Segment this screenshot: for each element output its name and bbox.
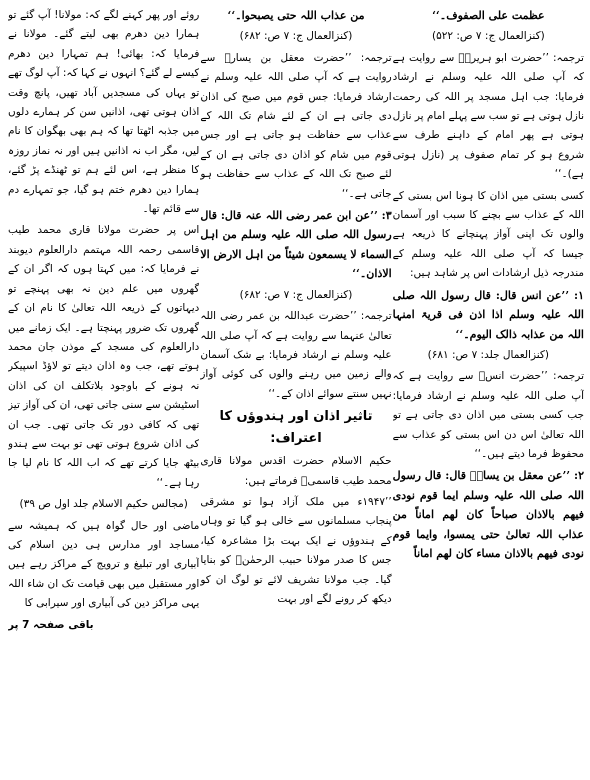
continued-on-page: باقی صفحہ 7 پر [8,618,94,631]
body-paragraph: کسی بستی میں اذان کا ہونا اس بستی کے اللہ کے عذاب سے بچنے کا سبب اور آسمان والوں تک اپنی آواز پہنچانے کا ذریعہ ہے جیسا کہ آپ صلی اللہ علیہ وسلم کے مندرجہ ذیل ارشادات اس پر شاہد ہیں: [392,189,584,280]
translation-paragraph: ترجمہ: ’’حضرت ابو ہریرہؓ سے روایت ہے کہ آپ صلی اللہ علیہ وسلم نے ارشاد فرمایا: جب اہل مسجد پر اللہ کی رحمت نازل ہوتی ہے تو سب سے پہلے امام پر نازل ہوتی ہے پھر امام کے داہنے طرف سے شروع ہو کر تمام صفوف پر (نازل ہوتی ہے)۔‘‘ [392,51,584,181]
body-paragraph: ماضی اور حال گواہ ہیں کہ ہمیشہ سے مساجد اور مدارس ہی دین اسلام کی آبیاری اور تبلیغ و ترویج کے مراکز رہے ہیں اور مستقبل میں بھی قیامت تک ان شاء اللہ یہی مراکز دین کی آبیاری اور سیرابی کا [8,519,200,610]
arabic-heading: عظمت علی الصفوف۔‘‘ [432,9,545,22]
citation: (کنزالعمال ج: ۷ ص: ۶۸۲) [239,30,353,43]
citation: (کنزالعمال جلد: ۷ ص: ۶۸۱) [427,348,550,361]
citation: (مجالس حکیم الاسلام جلد اول ص ۳۹) [19,498,188,511]
translation-paragraph: ترجمہ: ’’حضرت انسؓ سے روایت ہے کہ آپ صلی اللہ علیہ وسلم نے ارشاد فرمایا: جب کسی بستی میں اذان دی جاتی ہے تو اللہ تعالیٰ اس دن اس بستی کو عذاب سے محفوظ فرما دیتے ہیں۔‘‘ [392,370,584,460]
body-paragraph: اس پر حضرت مولانا قاری محمد طیب قاسمی رحمہ اللہ مہتمم دارالعلوم دیوبند نے فرمایا کہ: میں کہتا ہوں کہ اگر ان کے گھروں میں علم دین نہ بھی پہنچے تو دیہاتوں کے ذریعہ اللہ تعالیٰ کا نام ان کے گھروں تک ضرور پہنچتا ہے۔ ایک زمانے میں دارالعلوم کی مسجد کے موذن جان محمد ہوتے تھے، جب وہ اذان دیتے تو لاؤڈ اسپیکر نہ ہونے کے باوجود بلاتکلف ان کی اذان اسٹیشن سے سنی جاتی تھی، ان کی آواز تیز تھی کہ کافی دور تک جاتی تھی۔ جب ان کی اذان شروع ہوتی تھی تو بہت سے ہندو بیٹھ جایا کرتے تھے کہ اب اللہ کا نام لیا جا رہا ہے۔‘‘ [8,224,200,489]
hadith-arabic: ۱: ’’عن انس قال: قال رسول اللہ صلی اللہ علیہ وسلم اذا اذن فی قریۃ امنہا اللہ من عذابہ ذالک الیوم۔‘‘ [392,288,584,341]
column-middle [200,6,391,774]
citation: (کنزالعمال ج: ۷ ص: ۵۲۲) [431,30,545,43]
body-paragraph: روئے اور پھر کہنے لگے کہ: مولانا! آپ گئے تو ہمارا دین دھرم بھی لیتے گئے۔ مولانا نے فرمایا کہ: بھائی! ہم تمہارا دین دھرم کیسے لے گئے؟ انہوں نے کہا کہ: آپ لوگ تھے تو یہاں کی مسجدیں آباد تھیں، پانچ وقت اذان ہوتی تھی، اذانیں سن کر ہمارے دلوں میں جذبہ اٹھتا تھا کہ ہم بھی بھگوان کا نام لیں، مگر اب نہ اذانیں ہیں اور نہ نماز روزہ کا منظر ہے، اس لئے ہم تو ٹھنڈے پڑ گئے، ہمارا دین دھرم ختم ہو گیا، جو تمہارے دم سے قائم تھا۔ [8,9,200,216]
column-right [393,6,584,774]
hadith-arabic: ۳: ’’عن ابن عمر رضی اللہ عنہ قال: قال رسول اللہ صلی اللہ علیہ وسلم من اہل السماء لا یسمعون شیئاً من اہل الارض الا الاذان۔‘‘ [200,209,392,281]
body-paragraph: حکیم الاسلام حضرت اقدس مولانا قاری محمد طیب قاسمیؒ فرماتے ہیں: [200,455,392,487]
citation: (کنزالعمال ج: ۷ ص: ۶۸۲) [239,288,353,301]
hadith-arabic: ۲: ’’عن معقل بن یسارؓ قال: قال رسول اللہ صلی اللہ علیہ وسلم ایما قوم نودی فیھم بالاذان صباحاً کان لھم اماناً من عذاب اللہ تعالیٰ حتی یمسوا، وایما قوم نودی فیھم بالاذان مساء کان لھم اماناً [392,469,584,560]
translation-paragraph: ترجمہ: ’’حضرت معقل بن یسارؓ سے روایت ہے کہ آپ صلی اللہ علیہ وسلم نے ارشاد فرمایا: جس قوم میں صبح کی اذان دی جاتی ہے ان کے لئے شام تک اللہ کے عذاب سے حفاظت ہو جاتی ہے اور جس قوم میں شام کو اذان دی جاتی ہے ان کے لئے صبح تک اللہ کے عذاب سے حفاظت ہو جاتی ہے۔‘‘ [200,51,392,200]
column-left [8,6,199,774]
translation-paragraph: ترجمہ: ’’حضرت عبداللہ بن عمر رضی اللہ تعالیٰ عنہما سے روایت ہے کہ آپ صلی اللہ علیہ وسلم نے ارشاد فرمایا: بے شک آسمان والے زمین میں رہنے والوں کی کوئی آواز نہیں سنتے سوائے اذان کے۔‘‘ [200,310,392,400]
body-paragraph: ’’۱۹۴۷ء میں ملک آزاد ہوا تو مشرقی پنجاب مسلمانوں سے خالی ہو گیا تو وہاں کے ہندوؤں نے ایک بہت بڑا مشاعرہ کیا، جس کا صدر مولانا حبیب الرحمٰنؒ کو بنایا گیا۔ جب مولانا تشریف لائے تو لوگ ان کو دیکھ کر رونے لگے اور بہت [200,495,392,605]
section-title: تاثیر اذان اور ہندوؤں کا اعتراف: [219,409,373,447]
arabic-heading: من عذاب اللہ حتی یصبحوا۔‘‘ [227,9,365,22]
